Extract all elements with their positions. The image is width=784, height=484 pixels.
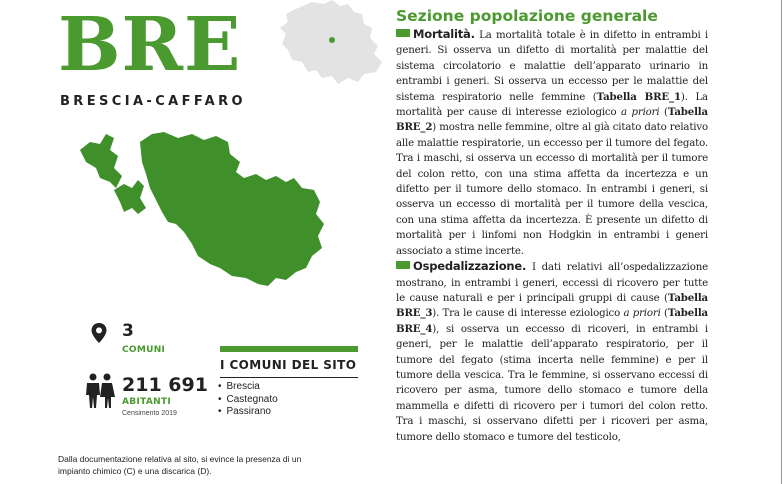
mortalita-heading: Mortalità. bbox=[413, 27, 475, 41]
site-location-marker bbox=[329, 37, 335, 43]
region-locator-map bbox=[278, 0, 388, 86]
section-marker bbox=[396, 261, 410, 269]
site-name: BRESCIA-CAFFARO bbox=[60, 94, 246, 109]
list-item: • Passirano bbox=[218, 406, 278, 419]
site-code-title: BRE bbox=[58, 2, 242, 88]
comuni-count: 3 bbox=[122, 321, 134, 341]
table-reference: Tabella BRE_3 bbox=[396, 291, 708, 320]
page-edge-rule bbox=[781, 0, 782, 484]
map-pin-icon bbox=[90, 322, 108, 344]
site-territory-map bbox=[80, 128, 350, 308]
list-item: • Castegnato bbox=[218, 394, 278, 407]
comuni-list-title: I COMUNI DEL SITO bbox=[220, 358, 357, 372]
comuni-list-accent-bar bbox=[220, 346, 358, 352]
comuni-list bbox=[218, 381, 278, 419]
ospedalizzazione-paragraph: Ospedalizzazione. I dati relativi all’ospedalizzazione mostrano, in entrambi i generi, eccessi di ricovero per tutte le cause naturali e per i principali gruppi di cause (Tabella BRE_3). Tra le cause di interesse eziologico a priori (Tabella BRE_4), si osserva un eccesso di ricoveri, in entrambi i generi, per le malattie dell’apparato respiratorio, per il tumore del fegato (stima incerta nelle femmine) e per il tumore della vescica. Tra le femmine, si osservano eccessi di ricovero per asma, tumore dello stomaco e tumore della mammella e difetti di ricovero per i tumori del colon retto. Tra i maschi, si osservano difetti per i ricoveri per asma, tumore dello stomaco e tumore del testicolo, bbox=[396, 259, 708, 443]
ospedalizzazione-heading: Ospedalizzazione. bbox=[413, 259, 527, 274]
divider bbox=[220, 377, 358, 378]
abitanti-count: 211 691 bbox=[122, 374, 208, 396]
section-marker bbox=[396, 29, 410, 37]
table-reference: Tabella BRE_4 bbox=[396, 307, 708, 335]
municipality-shape-castegnato bbox=[80, 134, 122, 188]
table-reference: Tabella BRE_2 bbox=[396, 106, 708, 134]
municipality-shape-brescia bbox=[140, 132, 324, 286]
list-item: • Brescia bbox=[218, 381, 278, 394]
people-icon bbox=[84, 373, 116, 409]
municipality-shape-passirano bbox=[114, 180, 146, 214]
table-reference: Tabella BRE_1 bbox=[596, 90, 681, 103]
mortalita-paragraph: Mortalità. La mortalità totale è in difetto in entrambi i generi. Si osserva un difetto di mortalità per malattie del sistema circolatorio e malattie dell’apparato urinario in entrambi i generi. Si osserva un eccesso per le malattie del sistema respiratorio nelle femmine (Tabella BRE_1). La mortalità per cause di interesse eziologico a priori (Tabella BRE_2) mostra nelle femmine, oltre al già citato dato relativo alle malattie respiratorie, un eccesso per il tumore del fegato. Tra i maschi, si osserva un eccesso di mortalità per il tumore del colon retto, con una stima affetta da incertezza e un difetto per il tumore dello stomaco. In entrambi i generi, si osserva un eccesso di mortalità per il tumore della vescica, con una stima affetta da incertezza. È presente un difetto di mortalità per i linfomi non Hodgkin in entrambi i generi associato a stime incerte. bbox=[396, 27, 708, 257]
section-title: Sezione popolazione generale bbox=[396, 7, 658, 25]
abitanti-label: ABITANTI bbox=[122, 397, 171, 407]
site-footnote: Dalla documentazione relativa al sito, si evince la presenza di un impianto chimico (C) e una discarica (D). bbox=[58, 454, 302, 476]
section-body bbox=[396, 27, 708, 445]
comuni-label: COMUNI bbox=[122, 345, 166, 355]
census-note: Censimento 2019 bbox=[122, 410, 177, 417]
